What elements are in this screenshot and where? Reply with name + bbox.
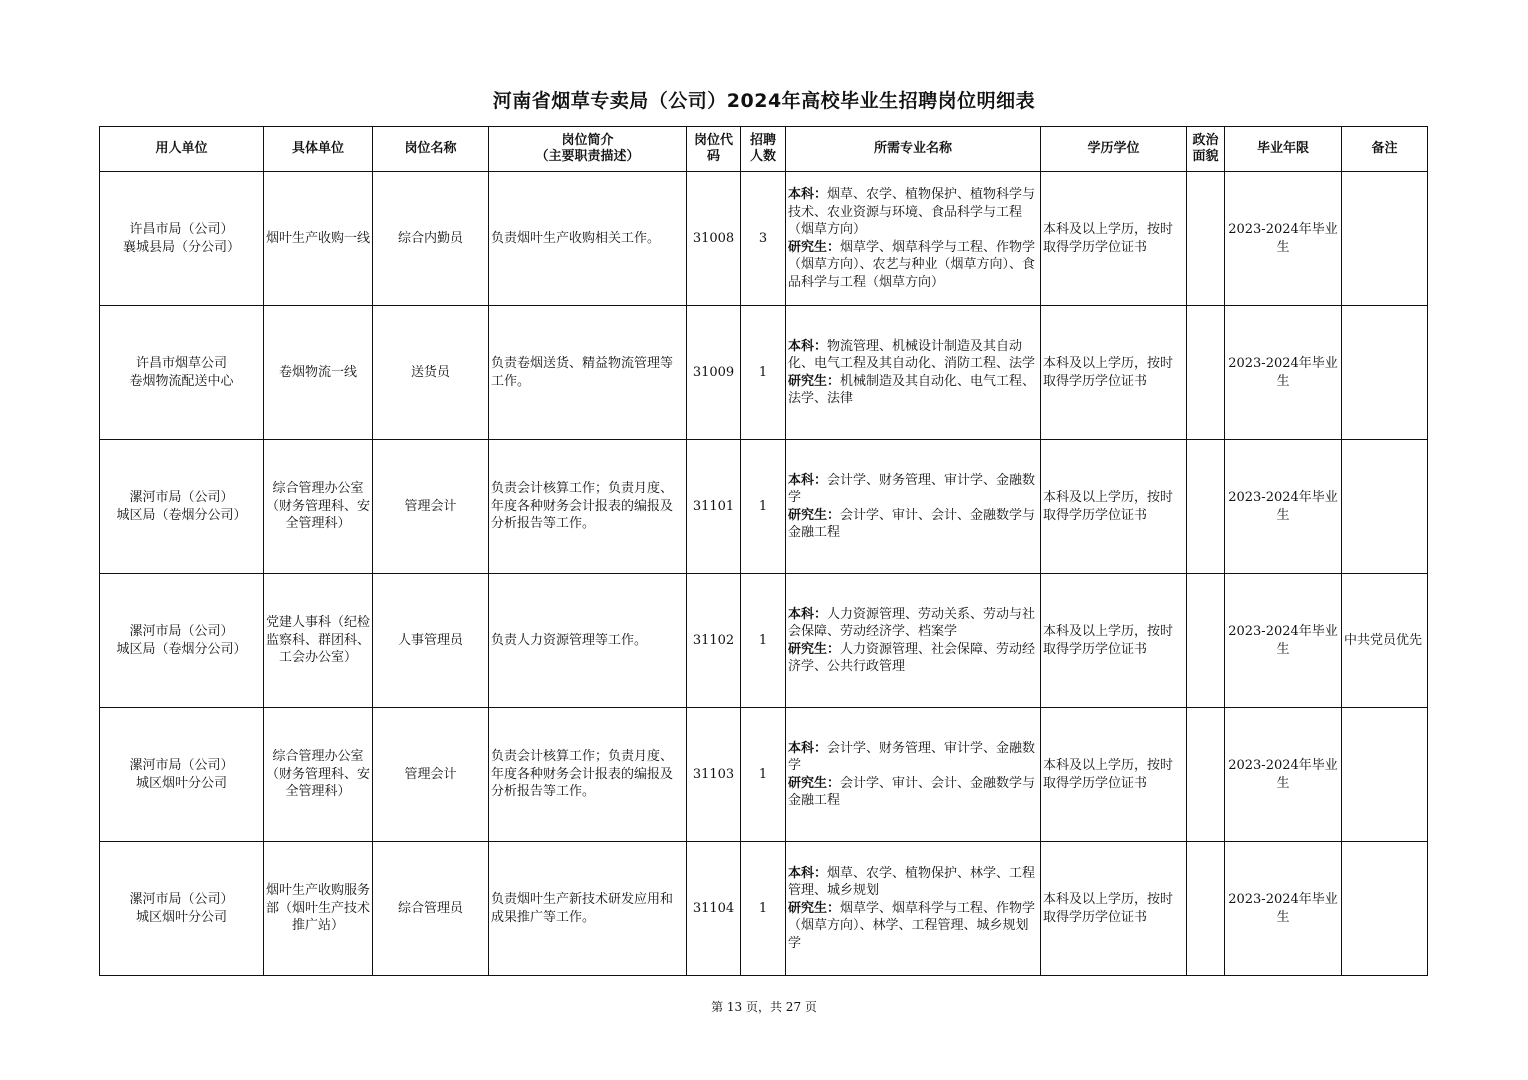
cell-unit: 烟叶生产收购一线 xyxy=(264,172,373,306)
cell-desc: 负责烟叶生产新技术研发应用和成果推广等工作。 xyxy=(489,842,687,976)
cell-employer: 许昌市局（公司） 襄城县局（分公司） xyxy=(100,172,264,306)
cell-position: 管理会计 xyxy=(373,708,489,842)
cell-count: 1 xyxy=(741,306,786,440)
cell-code: 31104 xyxy=(687,842,741,976)
cell-desc: 负责人力资源管理等工作。 xyxy=(489,574,687,708)
cell-count: 1 xyxy=(741,842,786,976)
header-desc: 岗位简介 （主要职责描述） xyxy=(489,127,687,172)
cell-major: 本科：会计学、财务管理、审计学、金融数学 研究生：会计学、审计、会计、金融数学与金融工程 xyxy=(786,440,1041,574)
cell-employer: 漯河市局（公司） 城区烟叶分公司 xyxy=(100,708,264,842)
header-graduation: 毕业年限 xyxy=(1225,127,1342,172)
cell-graduation: 2023-2024年毕业生 xyxy=(1225,306,1342,440)
cell-unit: 卷烟物流一线 xyxy=(264,306,373,440)
cell-graduation: 2023-2024年毕业生 xyxy=(1225,574,1342,708)
cell-degree: 本科及以上学历，按时取得学历学位证书 xyxy=(1041,440,1187,574)
cell-employer: 漯河市局（公司） 城区烟叶分公司 xyxy=(100,842,264,976)
cell-remarks xyxy=(1342,440,1428,574)
cell-position: 送货员 xyxy=(373,306,489,440)
cell-degree: 本科及以上学历，按时取得学历学位证书 xyxy=(1041,574,1187,708)
cell-desc: 负责会计核算工作；负责月度、年度各种财务会计报表的编报及分析报告等工作。 xyxy=(489,440,687,574)
cell-employer: 许昌市烟草公司 卷烟物流配送中心 xyxy=(100,306,264,440)
cell-employer: 漯河市局（公司） 城区局（卷烟分公司） xyxy=(100,574,264,708)
header-position: 岗位名称 xyxy=(373,127,489,172)
cell-major: 本科：物流管理、机械设计制造及其自动化、电气工程及其自动化、消防工程、法学 研究生：机械制造及其自动化、电气工程、法学、法律 xyxy=(786,306,1041,440)
cell-desc: 负责会计核算工作；负责月度、年度各种财务会计报表的编报及分析报告等工作。 xyxy=(489,708,687,842)
header-count: 招聘 人数 xyxy=(741,127,786,172)
cell-count: 1 xyxy=(741,574,786,708)
cell-count: 3 xyxy=(741,172,786,306)
cell-graduation: 2023-2024年毕业生 xyxy=(1225,440,1342,574)
cell-political xyxy=(1187,440,1225,574)
cell-unit: 党建人事科（纪检监察科、群团科、工会办公室） xyxy=(264,574,373,708)
cell-degree: 本科及以上学历，按时取得学历学位证书 xyxy=(1041,842,1187,976)
table-row xyxy=(100,708,1428,842)
cell-count: 1 xyxy=(741,708,786,842)
cell-major: 本科：烟草、农学、植物保护、植物科学与技术、农业资源与环境、食品科学与工程（烟草方向） 研究生：烟草学、烟草科学与工程、作物学（烟草方向）、农艺与种业（烟草方向）、食品科学与工程（烟草方向） xyxy=(786,172,1041,306)
table-row xyxy=(100,440,1428,574)
cell-unit: 烟叶生产收购服务部（烟叶生产技术推广站） xyxy=(264,842,373,976)
header-employer: 用人单位 xyxy=(100,127,264,172)
cell-position: 综合管理员 xyxy=(373,842,489,976)
page-title: 河南省烟草专卖局（公司）2024年高校毕业生招聘岗位明细表 xyxy=(492,90,1036,112)
cell-code: 31102 xyxy=(687,574,741,708)
header-unit: 具体单位 xyxy=(264,127,373,172)
cell-count: 1 xyxy=(741,440,786,574)
header-row xyxy=(100,127,1428,172)
cell-code: 31008 xyxy=(687,172,741,306)
cell-code: 31101 xyxy=(687,440,741,574)
header-remarks: 备注 xyxy=(1342,127,1428,172)
cell-remarks xyxy=(1342,708,1428,842)
table-row xyxy=(100,306,1428,440)
cell-graduation: 2023-2024年毕业生 xyxy=(1225,708,1342,842)
cell-code: 31009 xyxy=(687,306,741,440)
recruitment-table xyxy=(99,126,1428,976)
cell-political xyxy=(1187,172,1225,306)
cell-desc: 负责烟叶生产收购相关工作。 xyxy=(489,172,687,306)
header-code: 岗位代 码 xyxy=(687,127,741,172)
cell-political xyxy=(1187,842,1225,976)
table-row xyxy=(100,574,1428,708)
cell-graduation: 2023-2024年毕业生 xyxy=(1225,172,1342,306)
cell-position: 管理会计 xyxy=(373,440,489,574)
cell-major: 本科：烟草、农学、植物保护、林学、工程管理、城乡规划 研究生：烟草学、烟草科学与工程、作物学（烟草方向）、林学、工程管理、城乡规划学 xyxy=(786,842,1041,976)
cell-remarks xyxy=(1342,172,1428,306)
cell-code: 31103 xyxy=(687,708,741,842)
cell-unit: 综合管理办公室（财务管理科、安全管理科） xyxy=(264,440,373,574)
page-number: 第 13 页，共 27 页 xyxy=(711,1000,817,1014)
header-political: 政治 面貌 xyxy=(1187,127,1225,172)
header-major: 所需专业名称 xyxy=(786,127,1041,172)
cell-graduation: 2023-2024年毕业生 xyxy=(1225,842,1342,976)
cell-remarks xyxy=(1342,306,1428,440)
cell-desc: 负责卷烟送货、精益物流管理等工作。 xyxy=(489,306,687,440)
cell-position: 人事管理员 xyxy=(373,574,489,708)
cell-unit: 综合管理办公室（财务管理科、安全管理科） xyxy=(264,708,373,842)
cell-degree: 本科及以上学历，按时取得学历学位证书 xyxy=(1041,172,1187,306)
cell-major: 本科：会计学、财务管理、审计学、金融数学 研究生：会计学、审计、会计、金融数学与金融工程 xyxy=(786,708,1041,842)
cell-political xyxy=(1187,306,1225,440)
cell-major: 本科：人力资源管理、劳动关系、劳动与社会保障、劳动经济学、档案学 研究生：人力资源管理、社会保障、劳动经济学、公共行政管理 xyxy=(786,574,1041,708)
cell-position: 综合内勤员 xyxy=(373,172,489,306)
cell-political xyxy=(1187,708,1225,842)
table-row xyxy=(100,172,1428,306)
header-degree: 学历学位 xyxy=(1041,127,1187,172)
table-row xyxy=(100,842,1428,976)
cell-degree: 本科及以上学历，按时取得学历学位证书 xyxy=(1041,306,1187,440)
cell-political xyxy=(1187,574,1225,708)
cell-degree: 本科及以上学历，按时取得学历学位证书 xyxy=(1041,708,1187,842)
cell-remarks xyxy=(1342,842,1428,976)
cell-employer: 漯河市局（公司） 城区局（卷烟分公司） xyxy=(100,440,264,574)
cell-remarks: 中共党员优先 xyxy=(1342,574,1428,708)
